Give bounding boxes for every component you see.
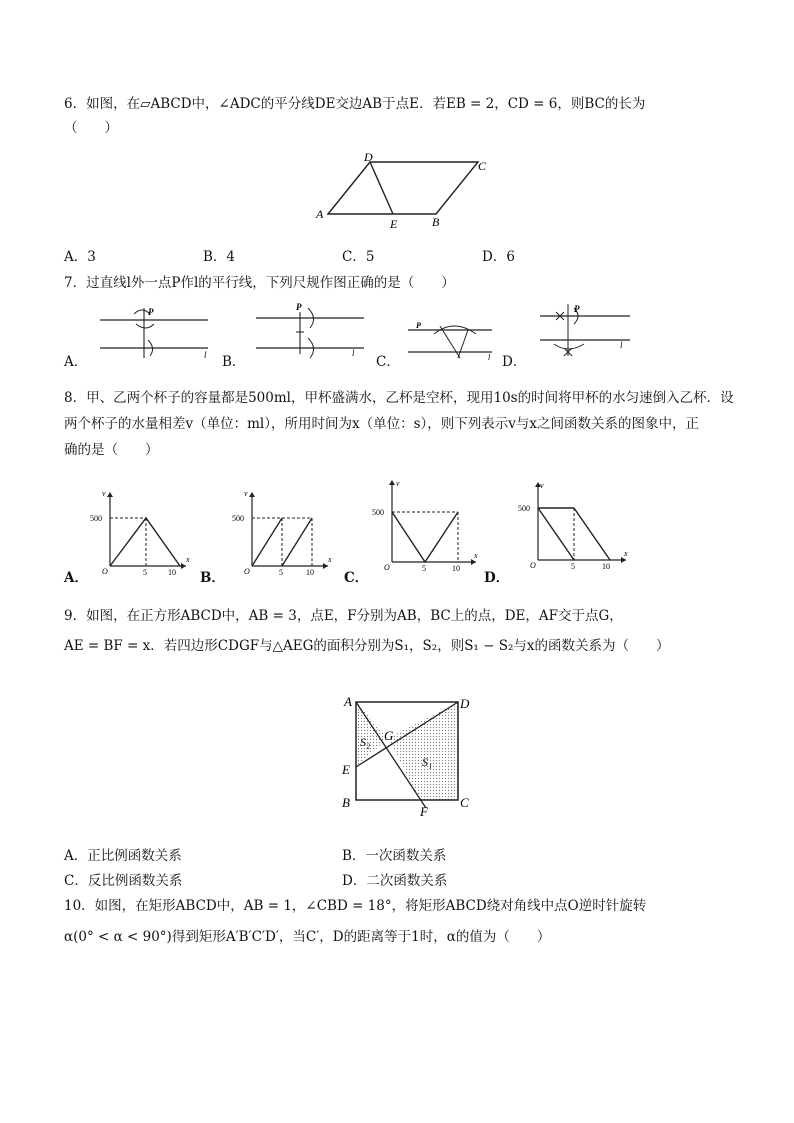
q9-option-b: B．一次函数关系 bbox=[342, 848, 447, 864]
q7-construction-a bbox=[96, 304, 214, 362]
q7c-label-p: P bbox=[416, 321, 421, 330]
q9-stem-line2: AE = BF = x．若四边形CDGF与△AEG的面积分别为S₁，S₂，则S₁ − S₂与x的函数关系为（ ） bbox=[64, 638, 670, 654]
q9-square-figure bbox=[336, 690, 484, 818]
q8-option-d: D． bbox=[484, 570, 510, 586]
q8b-y-axis-label: v bbox=[244, 489, 248, 498]
q8c-x-axis-label: x bbox=[474, 551, 478, 560]
q8-stem-line1: 8．甲、乙两个杯子的容量都是500ml，甲杯盛满水，乙杯是空杯，现用10s的时间将甲杯的水匀速倒入乙杯．设 bbox=[64, 390, 734, 406]
q9-option-c: C．反比例函数关系 bbox=[64, 873, 183, 889]
q7a-label-p: P bbox=[148, 307, 154, 317]
q8-graph-b bbox=[230, 486, 334, 576]
q8d-x-10: 10 bbox=[602, 562, 610, 571]
q6-option-a: A．3 bbox=[64, 249, 96, 265]
q8a-origin: O bbox=[102, 567, 108, 576]
q8-graph-a bbox=[88, 486, 192, 576]
q7-option-a: A． bbox=[64, 354, 88, 370]
q6-paren: （ ） bbox=[64, 120, 118, 136]
q8b-x-axis-label: x bbox=[328, 555, 332, 564]
q8a-y-500: 500 bbox=[90, 514, 102, 523]
q7b-label-l: l bbox=[352, 348, 355, 358]
q9-label-b: B bbox=[342, 795, 350, 810]
q6-stem: 6．如图，在▱ABCD中，∠ADC的平分线DE交边AB于点E．若EB = 2，CD = 6，则BC的长为 bbox=[64, 96, 646, 112]
q8a-x-axis-label: x bbox=[186, 555, 190, 564]
q8-graph-d bbox=[514, 476, 632, 572]
q8d-y-axis-label: v bbox=[540, 481, 544, 490]
q6-label-c: C bbox=[478, 159, 487, 173]
q9-label-s2: S₂ bbox=[360, 735, 371, 749]
q7b-label-p: P bbox=[296, 302, 302, 312]
q8b-x-5: 5 bbox=[279, 568, 283, 576]
q8-option-a: A． bbox=[64, 570, 88, 586]
q8d-x-axis-label: x bbox=[624, 549, 628, 558]
q8c-x-10: 10 bbox=[452, 564, 460, 573]
q8-option-c: C． bbox=[344, 570, 369, 586]
q8b-x-10: 10 bbox=[306, 568, 314, 576]
q6-parallelogram-figure bbox=[298, 150, 498, 232]
q8b-origin: O bbox=[244, 567, 250, 576]
q7-stem: 7．过直线l外一点P作l的平行线，下列尺规作图正确的是（ ） bbox=[64, 275, 455, 291]
q7-option-d: D． bbox=[502, 354, 527, 370]
q9-label-c: C bbox=[460, 795, 469, 810]
q6-option-b: B．4 bbox=[203, 249, 236, 265]
q9-stem-line1: 9．如图，在正方形ABCD中，AB = 3，点E，F分别为AB，BC上的点，DE，AF交于点G， bbox=[64, 608, 623, 624]
q7c-label-l: l bbox=[488, 353, 491, 362]
q9-option-a: A．正比例函数关系 bbox=[64, 848, 182, 864]
q8-stem-line2: 两个杯子的水量相差v（单位：ml），所用时间为x（单位：s），则下列表示v与x之间函数关系的图象中，正 bbox=[64, 416, 700, 432]
q7-option-b: B． bbox=[222, 354, 246, 370]
q7-construction-c bbox=[404, 316, 496, 362]
q10-stem-line2: α(0° < α < 90°)得到矩形A′B′C′D′，当C′，D的距离等于1时，α的值为（ ） bbox=[64, 929, 551, 945]
q9-option-d: D．二次函数关系 bbox=[342, 873, 448, 889]
q7-construction-b bbox=[252, 302, 370, 360]
q9-label-f: F bbox=[420, 804, 428, 818]
q8c-y-500: 500 bbox=[372, 508, 384, 517]
q6-label-e: E bbox=[390, 217, 398, 231]
q8-stem-line3: 确的是（ ） bbox=[64, 442, 159, 458]
q9-label-e: E bbox=[342, 762, 350, 777]
q7-option-c: C． bbox=[376, 354, 400, 370]
q6-label-b: B bbox=[432, 215, 440, 229]
q8d-y-500: 500 bbox=[518, 504, 530, 513]
q6-label-a: A bbox=[316, 207, 324, 221]
q8a-y-axis-label: v bbox=[102, 489, 106, 498]
q8a-x-10: 10 bbox=[168, 568, 176, 576]
q8d-origin: O bbox=[530, 561, 536, 570]
q10-stem-line1: 10．如图，在矩形ABCD中，AB = 1，∠CBD = 18°，将矩形ABCD绕对角线中点O逆时针旋转 bbox=[64, 898, 647, 914]
q9-label-s1: S₁ bbox=[422, 755, 433, 769]
q8-graph-c bbox=[370, 474, 482, 574]
q7d-label-l: l bbox=[620, 340, 623, 350]
q7d-label-p: P bbox=[574, 304, 580, 314]
q7-construction-d bbox=[534, 300, 634, 360]
q9-label-d: D bbox=[460, 696, 470, 711]
q9-label-a: A bbox=[344, 694, 352, 709]
q8c-origin: O bbox=[384, 563, 390, 572]
q8c-y-axis-label: v bbox=[396, 479, 400, 488]
q6-option-d: D．6 bbox=[482, 249, 515, 265]
q8b-y-500: 500 bbox=[232, 514, 244, 523]
q8d-x-5: 5 bbox=[571, 562, 575, 571]
q6-option-c: C．5 bbox=[342, 249, 375, 265]
q8a-x-5: 5 bbox=[143, 568, 147, 576]
q6-label-d: D bbox=[364, 150, 373, 164]
q8-option-b: B． bbox=[200, 570, 225, 586]
q9-label-g: G bbox=[384, 728, 394, 743]
q8c-x-5: 5 bbox=[422, 564, 426, 573]
q7a-label-l: l bbox=[204, 350, 207, 360]
